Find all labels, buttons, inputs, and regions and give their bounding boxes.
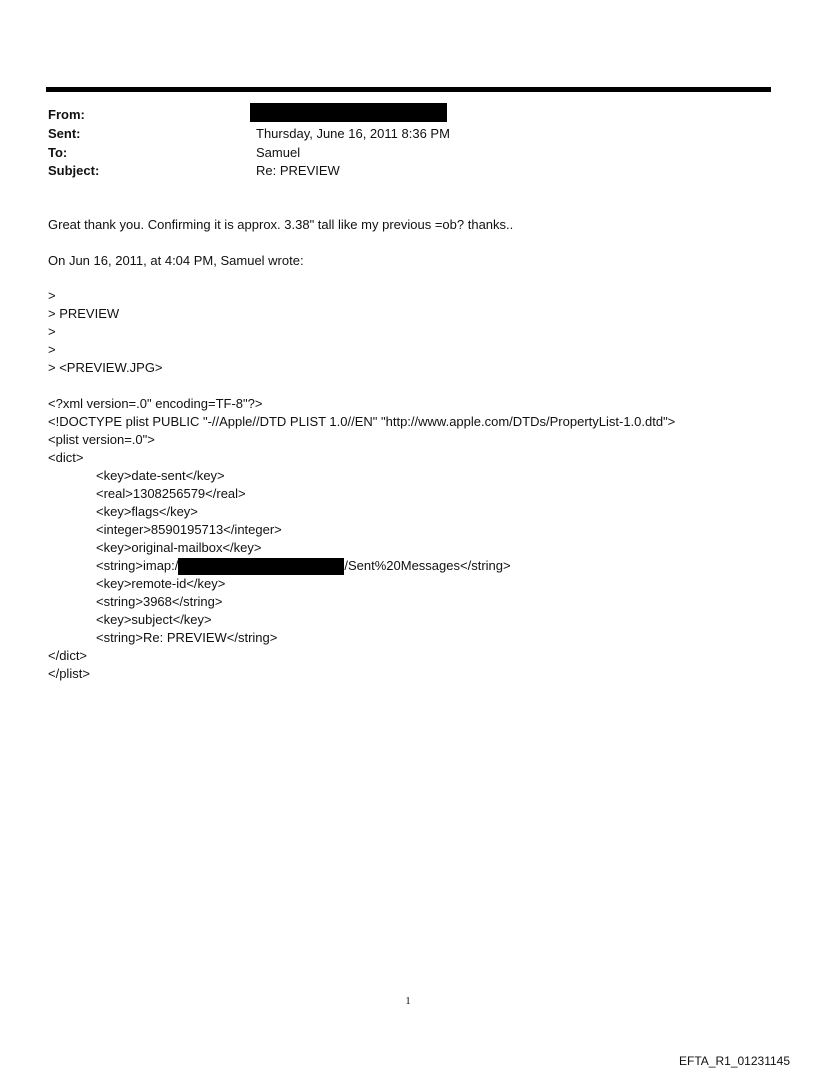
xml-line: <real>1308256579</real> xyxy=(96,486,246,501)
message-line: Great thank you. Confirming it is approx. 3.38" tall like my previous =ob? thanks.. xyxy=(48,217,514,232)
page-number: 1 xyxy=(405,995,411,1007)
xml-line: <plist version=.0"> xyxy=(48,432,155,447)
xml-line: <key>remote-id</key> xyxy=(96,576,226,591)
xml-line: <string>Re: PREVIEW</string> xyxy=(96,630,278,645)
xml-line: </dict> xyxy=(48,648,88,663)
xml-line: <!DOCTYPE plist PUBLIC "-//Apple//DTD PLIST 1.0//EN" "http://www.apple.com/DTDs/PropertyList-1.0.dtd"> xyxy=(48,414,676,429)
xml-line: <key>original-mailbox</key> xyxy=(96,540,262,555)
sent-value: Thursday, June 16, 2011 8:36 PM xyxy=(256,126,450,141)
from-redaction xyxy=(250,103,447,122)
subject-value: Re: PREVIEW xyxy=(256,163,340,178)
to-value: Samuel xyxy=(256,145,301,160)
from-label: From: xyxy=(48,107,85,122)
xml-fragment: /Sent%20Messages</string> xyxy=(344,558,511,573)
quote-line: > xyxy=(48,342,56,357)
xml-line: <dict> xyxy=(48,450,84,465)
mailbox-redaction xyxy=(178,558,344,575)
xml-line: </plist> xyxy=(48,666,90,681)
quote-line: > <PREVIEW.JPG> xyxy=(48,360,163,375)
xml-line: <key>subject</key> xyxy=(96,612,212,627)
xml-line: <integer>8590195713</integer> xyxy=(96,522,282,537)
xml-line: <?xml version=.0" encoding=TF-8"?> xyxy=(48,396,263,411)
subject-label: Subject: xyxy=(48,163,100,178)
document-id: EFTA_R1_01231145 xyxy=(679,1054,790,1068)
xml-line xyxy=(96,557,511,575)
header-rule xyxy=(46,87,771,92)
xml-line: <string>3968</string> xyxy=(96,594,223,609)
xml-line: <key>date-sent</key> xyxy=(96,468,225,483)
to-label: To: xyxy=(48,145,68,160)
xml-fragment: <string>imap:/ xyxy=(96,558,179,573)
quote-line: > PREVIEW xyxy=(48,306,120,321)
sent-label: Sent: xyxy=(48,126,81,141)
reply-attribution: On Jun 16, 2011, at 4:04 PM, Samuel wrote: xyxy=(48,253,304,268)
quote-line: > xyxy=(48,324,56,339)
xml-line: <key>flags</key> xyxy=(96,504,198,519)
quote-line: > xyxy=(48,288,56,303)
